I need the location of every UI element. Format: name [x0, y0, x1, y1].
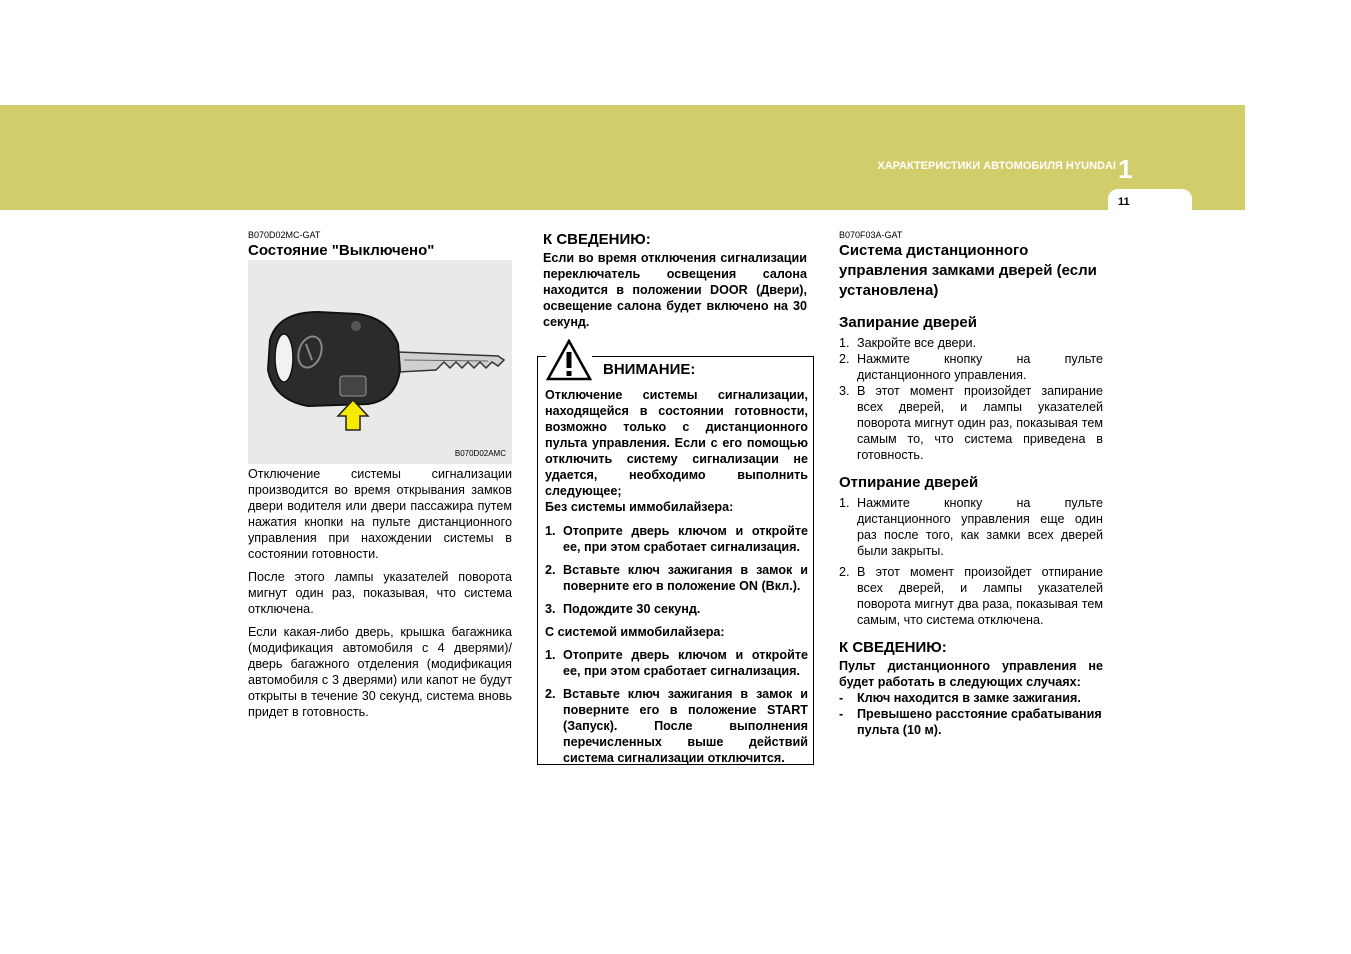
paragraph: Если какая-либо дверь, крышка багажника (модификация автомобиля с 4 дверями)/дверь багажного отделения (модификация автомобиля с 3 дверями) или капот не будут открыты в течение 30 секунд, система вновь придет в готовность.: [248, 625, 512, 719]
remote-key-illustration: [248, 260, 512, 464]
key-figure: [248, 260, 512, 464]
list-item: - Превышено расстояние срабатывания пульта (10 м).: [839, 707, 1102, 737]
list-item: 3. В этот момент произойдет запирание всех дверей, и лампы указателей поворота мигнут один раз, показывая тем самым то, что система приведена в готовность.: [839, 384, 1103, 462]
warning-intro: Отключение системы сигнализации, находящейся в состоянии готовности, возможно только с дистанционного пульта управления. Если с его помощью отключить систему сигнализации не удается, необходимо выполнить следующее;: [545, 388, 808, 498]
column-3: [839, 230, 1103, 738]
warning-triangle-icon: [546, 339, 592, 381]
page-number: 11: [1118, 196, 1130, 208]
with-immo-steps: [545, 647, 808, 766]
warning-content: [545, 387, 808, 773]
note-items: [839, 690, 1103, 738]
column-1-header: [248, 230, 512, 261]
list-item: - Ключ находится в замке зажигания.: [839, 691, 1081, 705]
list-item: 1. Закройте все двери.: [839, 336, 977, 350]
warning-title: ВНИМАНИЕ:: [603, 361, 696, 378]
header-band: [0, 105, 1245, 210]
list-item: 1. Отоприте дверь ключом и откройте ее, при этом сработает сигнализация.: [545, 648, 808, 678]
paragraph: После этого лампы указателей поворота мигнут один раз, показывая, что система отключена.: [248, 570, 512, 616]
figure-caption: B070D02AMC: [454, 449, 506, 458]
list-item: 2. Нажмите кнопку на пульте дистанционного управления.: [839, 352, 1103, 382]
without-immo-label: Без системы иммобилайзера:: [545, 500, 734, 514]
section-heading: Состояние "Выключено": [248, 242, 435, 259]
list-item: 1. Нажмите кнопку на пульте дистанционного управления еще один раз после того, как замки всех дверей были закрыты.: [839, 496, 1103, 558]
note-heading: К СВЕДЕНИЮ:: [839, 639, 947, 656]
note-intro: Пульт дистанционного управления не будет работать в следующих случаях:: [839, 659, 1103, 689]
column-2-note: [543, 230, 807, 330]
section-title: ХАРАКТЕРИСТИКИ АВТОМОБИЛЯ HYUNDAI: [877, 160, 1116, 172]
column-1-text: [248, 466, 512, 727]
with-immo-label: С системой иммобилайзера:: [545, 625, 725, 639]
section-code: B070F03A-GAT: [839, 230, 903, 240]
section-heading: Система дистанционного управления замками дверей (если установлена): [839, 242, 1097, 299]
warning-icon-bg: [546, 339, 592, 383]
list-item: 1. Отоприте дверь ключом и откройте ее, при этом сработает сигнализация.: [545, 524, 808, 554]
note-text: Если во время отключения сигнализации переключатель освещения салона находится в положении DOOR (Двери), освещение салона будет включено на 30 секунд.: [543, 251, 807, 329]
lock-steps: [839, 335, 1103, 463]
list-item: 2. Вставьте ключ зажигания в замок и поверните его в положение ON (Вкл.).: [545, 563, 808, 593]
lock-heading: Запирание дверей: [839, 314, 977, 331]
list-item: 2. Вставьте ключ зажигания в замок и поверните его в положение START (Запуск). После выполнения перечисленных выше действий система сигнализации отключится.: [545, 687, 808, 765]
warning-box: [537, 356, 814, 765]
without-immo-steps: [545, 523, 808, 617]
chapter-number: 1: [1118, 154, 1133, 184]
section-code: B070D02MC-GAT: [248, 230, 321, 240]
note-heading: К СВЕДЕНИЮ:: [543, 231, 651, 248]
list-item: 3. Подождите 30 секунд.: [545, 602, 701, 616]
list-item: 2. В этот момент произойдет отпирание всех дверей, и лампы указателей поворота мигнут два раза, показывая тем самым, что система отключена.: [839, 565, 1103, 627]
paragraph: Отключение системы сигнализации производится во время открывания замков двери водителя или двери пассажира путем нажатия кнопки на пульте дистанционного управления при нахождении системы в состоянии готовности.: [248, 467, 512, 561]
unlock-heading: Отпирание дверей: [839, 474, 979, 491]
unlock-steps: [839, 495, 1103, 628]
